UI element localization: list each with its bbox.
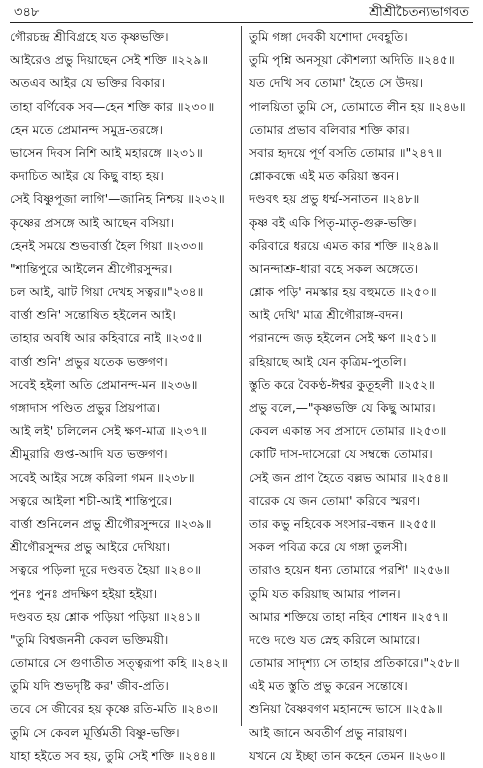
verse-line: অতএব আইর যে ভক্তির বিকার। [10,76,165,91]
verse-line: দণ্ডবত হয় শ্লোক পড়িয়া পড়িয়া ॥২৪১॥ [10,609,201,624]
verse-line: কৃষ্ণ বই একি পিতৃ-মাতৃ-গুরু-ভক্তি। [249,215,417,230]
verse-line: শ্লোক পড়ি' নমস্কার হয় বহুমতে ॥২৫০॥ [249,285,437,300]
verse-line: কদাচিত আইর যে কিছু বাহ্য হয়। [10,169,164,184]
verse-line: বার্ত্তা শুনি' প্রভুর যতেক ভক্তগণ। [10,354,168,369]
verse-line: আই জানে অবতীর্ণ প্রভু নারায়ণ। [249,725,408,740]
verse-line: হেনই সময়ে শুভবার্ত্তা হৈল গিয়া ॥২৩৩॥ [10,238,204,253]
verse-line: স্তুতি করে বৈকণ্ঠ-ঈশ্বর কুতূহলী ॥২৫২॥ [249,377,435,392]
running-title: শ্রীশ্রীচৈতন্যভাগবত [369,5,469,20]
verse-line: তুমি পৃশ্নি অনসূয়া কৌশল্যা অদিতি ॥২৪৫॥ [249,53,455,68]
verse-line: তুমি গঙ্গা দেবকী যশোদা দেবহূতি। [249,30,408,44]
verse-line: এই মত স্তুতি প্রভু করেন সন্তোষে। [249,679,408,694]
verse-line: আই লই' চলিলেন সেই ক্ষণ-মাত্র ॥২৩৭॥ [10,424,207,439]
right-column [249,26,481,763]
verse-line: শ্রীমুরারি গুপ্ত-আদি যত ভক্তগণ। [10,447,168,462]
verse-line: সবার হৃদয়ে পূর্ণ বসতি তোমার ॥"২৪৭॥ [249,145,442,160]
verse-line: সত্বরে পড়িলা দূরে দণ্ডবত হৈয়া ॥২৪০॥ [10,563,202,578]
verse-line: তার কভু নহিবেক সংসার-বন্ধন ॥২৫৫॥ [249,516,437,531]
verse-line: তুমি যত করিয়াছ আমার পালন। [249,586,401,601]
header-rule [10,22,473,23]
verse-line: তবে সে জীবের হয় কৃষ্ণে রতি-মতি ॥২৪৩॥ [10,702,219,717]
verse-line: প্রভু বলে,—"কৃষ্ণভক্তি যে কিছু আমার। [249,401,436,415]
verse-line: পালয়িতা তুমি সে, তোমাতে লীন হয় ॥২৪৬॥ [249,99,466,114]
verse-line: বার্ত্তা শুনিলেন প্রভু শ্রীগৌরসুন্দরে ॥২৩৯॥ [10,516,212,531]
verse-line: বার্ত্তা শুনি' সন্তোষিত হইলেন আই। [10,308,176,323]
verse-line: শ্রীগৌরসুন্দর প্রভু আইরে দেখিয়া। [10,540,171,555]
verse-line: তোমার সাদৃশ্য্য সে তাহার প্রতিকারে।"২৫৮॥ [249,656,460,671]
verse-line: করিবারে ধরয়ে এমত কার শক্তি ॥২৪৯॥ [249,238,439,253]
verse-line: তোমারে সে গুণাতীত সত্ত্বরূপা কহি ॥২৪২॥ [10,656,228,671]
verse-line: "তুমি বিশ্বজননী কেবল ভক্তিময়ী। [10,632,169,647]
verse-line: সত্বরে আইলা শচী-আই শান্তিপুরে। [10,493,173,508]
page-header [0,0,483,24]
verse-line: যখনে যে ইচ্ছা তান কহেন তেমন ॥২৬০॥ [249,748,446,763]
verse-line: তুমি সে কেবল মূর্ত্তিমতী বিষ্ণু-ভক্তি। [10,725,180,740]
verse-line: কৃষ্ণের প্রসঙ্গে আই আছেন বসিয়া। [10,215,175,230]
verse-line: শ্লোকবন্ধে এই মত করিয়া স্তবন। [249,169,399,184]
verse-line: হেন মতে প্রেমানন্দ সমুদ্র-তরঙ্গে। [10,122,163,137]
left-column [10,26,242,763]
verse-line: তাহা বর্ণিবেক সব—হেন শক্তি কার ॥২৩০॥ [10,99,215,114]
verse-line: পুনঃ পুনঃ প্রদক্ষিণ হইয়া হইয়া। [10,586,158,601]
verse-line: তোমার প্রভাব বলিবার শক্তি কার। [249,122,410,137]
verse-line: পরানন্দে জড় হইলেন সেই ক্ষণ ॥২৫১॥ [249,331,437,346]
verse-line: তাহার অবধি আর কহিবারে নাই ॥২৩৫॥ [10,331,203,346]
verse-line: যত দেখি সব তোমা' হৈতে সে উদয়। [249,76,424,91]
verse-line: আনন্দাশ্রু-ধারা বহে সকল অঙ্গেতে। [249,261,419,276]
verse-line: কেবল একান্ত সব প্রসাদে তোমার ॥২৫৩॥ [249,424,447,439]
verse-line: আমার শক্তিয়ে তাহা নহিব শোধন ॥২৫৭॥ [249,609,449,624]
verse-line: চল আই, ঝাট গিয়া দেখহ সত্বর॥"২৩৪॥ [10,285,204,300]
verse-line: ভাসেন দিবস নিশি আই মহারঙ্গে ॥২৩১॥ [10,145,203,160]
verse-line: আইরেও প্রভু দিয়াছেন সেই শক্তি ॥২২৯॥ [10,53,209,68]
verse-line: সেই বিষ্ণুপূজা লাগি'—জানিহ নিশ্চয় ॥২৩২॥ [10,192,225,207]
verse-line: আই দেখি' মাত্র শ্রীগৌরাঙ্গ-বদন। [249,308,404,323]
verse-line: যাহা হইতে সব হয়, তুমি সেই শক্তি ॥২৪৪॥ [10,748,216,763]
verse-line: সবেই হইলা অতি প্রেমানন্দ-মন ॥২৩৬॥ [10,377,198,392]
verse-line: বারেক যে জন তোমা' করিবে স্মরণ। [249,493,421,508]
verse-line: গৌরচন্দ্র শ্রীবিগ্রহে যত কৃষ্ণভক্তি। [10,30,169,44]
verse-line: গঙ্গাদাস পণ্ডিত প্রভুর প্রিয়পাত্র। [10,401,161,415]
verse-line: রহিয়াছে আই যেন কৃত্রিম-পুতলি। [249,354,407,369]
verse-line: সেই জন প্রাণ হৈতে বল্লভ আমার ॥২৫৪॥ [249,470,449,485]
verse-line: তারাও হয়েন ধন্য তোমারে পরশি' ॥২৫৬॥ [249,563,450,578]
verse-line: দণ্ডবৎ হয় প্রভু ধর্ম্ম-সনাতন ॥২৪৮॥ [249,192,420,207]
verse-line: দণ্ডে দণ্ডে যত স্নেহ করিলে আমারে। [249,632,421,647]
column-divider [241,26,242,726]
verse-line: সবেই আইর সঙ্গে করিলা গমন ॥২৩৮॥ [10,470,195,485]
page-number: ৩৪৮ [14,5,40,20]
verse-line: কোটি দাস-দাসেরো যে সম্বন্ধে তোমার। [249,447,433,462]
verse-line: সকল পবিত্র করে যে গঙ্গা তুলসী। [249,540,408,555]
verse-line: শুনিয়া বৈষ্ণবগণ মহানন্দে ভাসে ॥২৫৯॥ [249,702,443,717]
verse-line: "শান্তিপুরে আইলেন শ্রীগৌরসুন্দর। [10,261,173,276]
verse-line: তুমি যদি শুভদৃষ্টি কর' জীব-প্রতি। [10,679,169,694]
